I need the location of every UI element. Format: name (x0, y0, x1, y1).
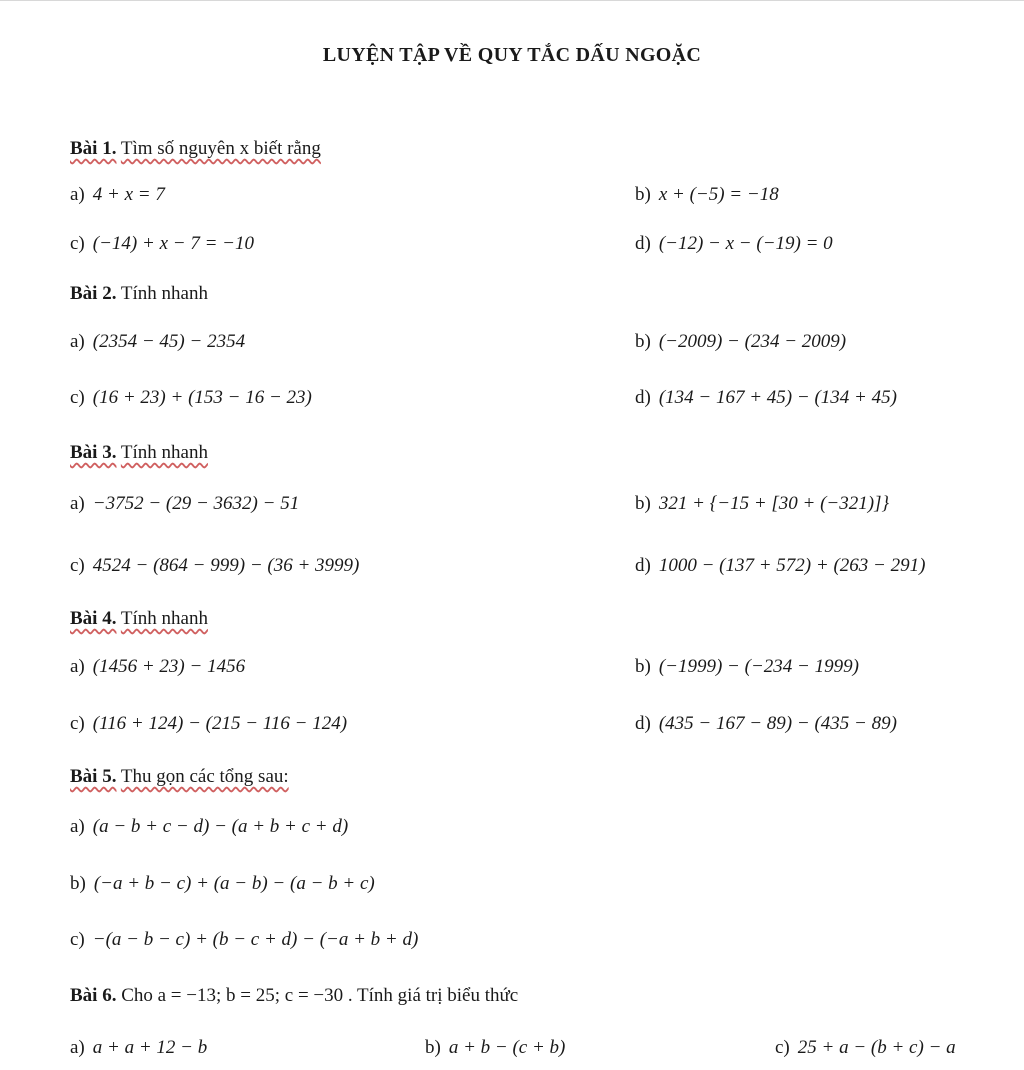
exercise-3-label: Bài 3. (70, 442, 117, 463)
exercise-3-text: Tính nhanh (120, 442, 208, 463)
exercise-4-item-a: a) (1456 + 23) − 1456 (70, 656, 246, 677)
exercise-6-item-b: b) a + b − (c + b) (425, 1037, 566, 1058)
exercise-1-heading (70, 138, 321, 160)
exercise-5-item-c: c) −(a − b − c) + (b − c + d) − (−a + b + d) (70, 929, 419, 950)
exercise-3-heading (70, 442, 208, 464)
exercise-5-item-a: a) (a − b + c − d) − (a + b + c + d) (70, 816, 349, 837)
exercise-5-text: Thu gọn các tổng sau: (120, 766, 289, 787)
exercise-3-item-d: d) 1000 − (137 + 572) + (263 − 291) (635, 555, 926, 576)
exercise-6-item-c: c) 25 + a − (b + c) − a (775, 1037, 956, 1058)
exercise-6-heading (70, 985, 518, 1007)
exercise-2-text: Tính nhanh (120, 283, 208, 304)
exercise-5-label: Bài 5. (70, 766, 117, 787)
page-top-border (0, 0, 1024, 1)
exercise-2-item-c: c) (16 + 23) + (153 − 16 − 23) (70, 387, 312, 408)
page-title: LUYỆN TẬP VỀ QUY TẮC DẤU NGOẶC (322, 44, 702, 66)
exercise-6-label: Bài 6. (70, 985, 117, 1006)
exercise-4-item-b: b) (−1999) − (−234 − 1999) (635, 656, 859, 677)
exercise-2-label: Bài 2. (70, 283, 117, 304)
exercise-2-item-a: a) (2354 − 45) − 2354 (70, 331, 246, 352)
exercise-1-item-a: a) 4 + x = 7 (70, 184, 165, 205)
exercise-4-item-c: c) (116 + 124) − (215 − 116 − 124) (70, 713, 348, 734)
exercise-4-item-d: d) (435 − 167 − 89) − (435 − 89) (635, 713, 897, 734)
exercise-3-item-a: a) −3752 − (29 − 3632) − 51 (70, 493, 300, 514)
exercise-2-item-b: b) (−2009) − (234 − 2009) (635, 331, 847, 352)
exercise-1-item-b: b) x + (−5) = −18 (635, 184, 779, 205)
exercise-3-item-c: c) 4524 − (864 − 999) − (36 + 3999) (70, 555, 360, 576)
exercise-4-text: Tính nhanh (120, 608, 208, 629)
exercise-4-label: Bài 4. (70, 608, 117, 629)
exercise-1-text: Tìm số nguyên x biết rằng (120, 138, 321, 159)
exercise-2-heading (70, 283, 208, 305)
exercise-6-item-a: a) a + a + 12 − b (70, 1037, 208, 1058)
exercise-1-item-d: d) (−12) − x − (−19) = 0 (635, 233, 833, 254)
exercise-3-item-b: b) 321 + {−15 + [30 + (−321)]} (635, 493, 890, 514)
exercise-5-item-b: b) (−a + b − c) + (a − b) − (a − b + c) (70, 873, 375, 894)
exercise-1-item-c: c) (−14) + x − 7 = −10 (70, 233, 254, 254)
exercise-6-text: Cho a = −13; b = 25; c = −30 . Tính giá trị biểu thức (121, 985, 519, 1006)
exercise-2-item-d: d) (134 − 167 + 45) − (134 + 45) (635, 387, 897, 408)
exercise-4-heading (70, 608, 208, 630)
exercise-1-label: Bài 1. (70, 138, 117, 159)
exercise-5-heading (70, 766, 289, 788)
